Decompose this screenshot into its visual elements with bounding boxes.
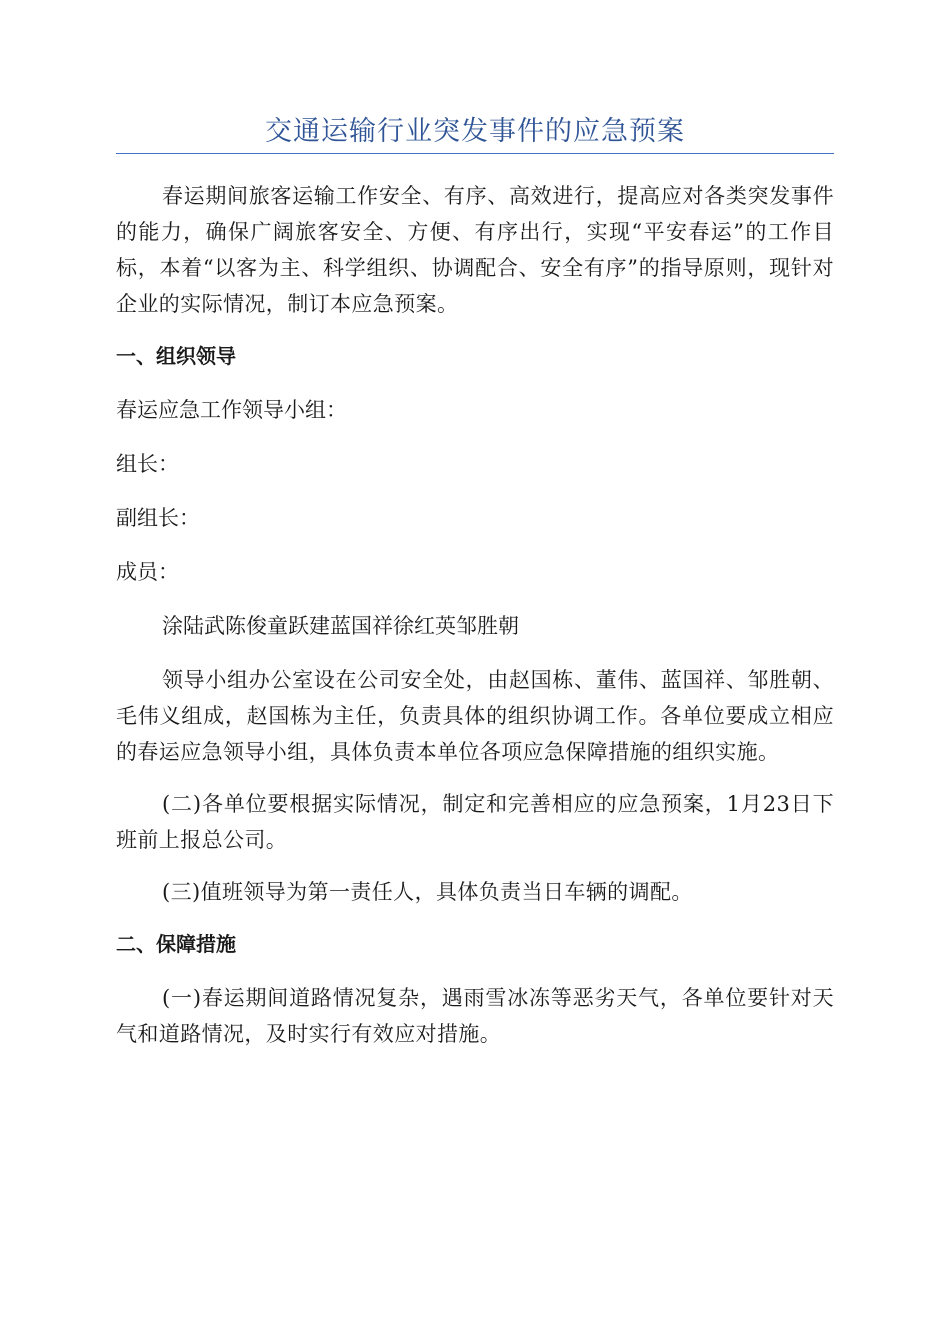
title-underline xyxy=(116,153,834,154)
section-heading-measures: 二、保障措施 xyxy=(116,932,236,956)
intro-paragraph: 春运期间旅客运输工作安全、有序、高效进行，提高应对各类突发事件的能力，确保广阔旅客安全、方便、有序出行，实现“平安春运”的工作目标，本着“以客为主、科学组织、协调配合、安全有序”的指导原则，现针对企业的实际情况，制订本应急预案。 xyxy=(116,184,834,316)
section-heading-organization: 一、组织领导 xyxy=(116,344,236,368)
measures-item-one-paragraph: (一)春运期间道路情况复杂，遇雨雪冰冻等恶劣天气，各单位要针对天气和道路情况，及时实行有效应对措施。 xyxy=(116,986,834,1046)
item-three-paragraph: (三)值班领导为第一责任人，具体负责当日车辆的调配。 xyxy=(162,880,693,904)
document-body xyxy=(116,178,834,1068)
group-label: 春运应急工作领导小组： xyxy=(116,398,347,422)
document-title: 交通运输行业突发事件的应急预案 xyxy=(265,116,685,147)
deputy-leader-label: 副组长： xyxy=(116,506,200,530)
item-two-paragraph: (二)各单位要根据实际情况，制定和完善相应的应急预案，1月23日下班前上报总公司。 xyxy=(116,792,834,852)
members-label: 成员： xyxy=(116,560,179,584)
members-list: 涂陆武陈俊童跃建蓝国祥徐红英邹胜朝 xyxy=(162,614,519,638)
leader-label: 组长： xyxy=(116,452,179,476)
office-paragraph: 领导小组办公室设在公司安全处，由赵国栋、董伟、蓝国祥、邹胜朝、毛伟义组成，赵国栋为主任，负责具体的组织协调工作。各单位要成立相应的春运应急领导小组，具体负责本单位各项应急保障措施的组织实施。 xyxy=(116,668,834,764)
